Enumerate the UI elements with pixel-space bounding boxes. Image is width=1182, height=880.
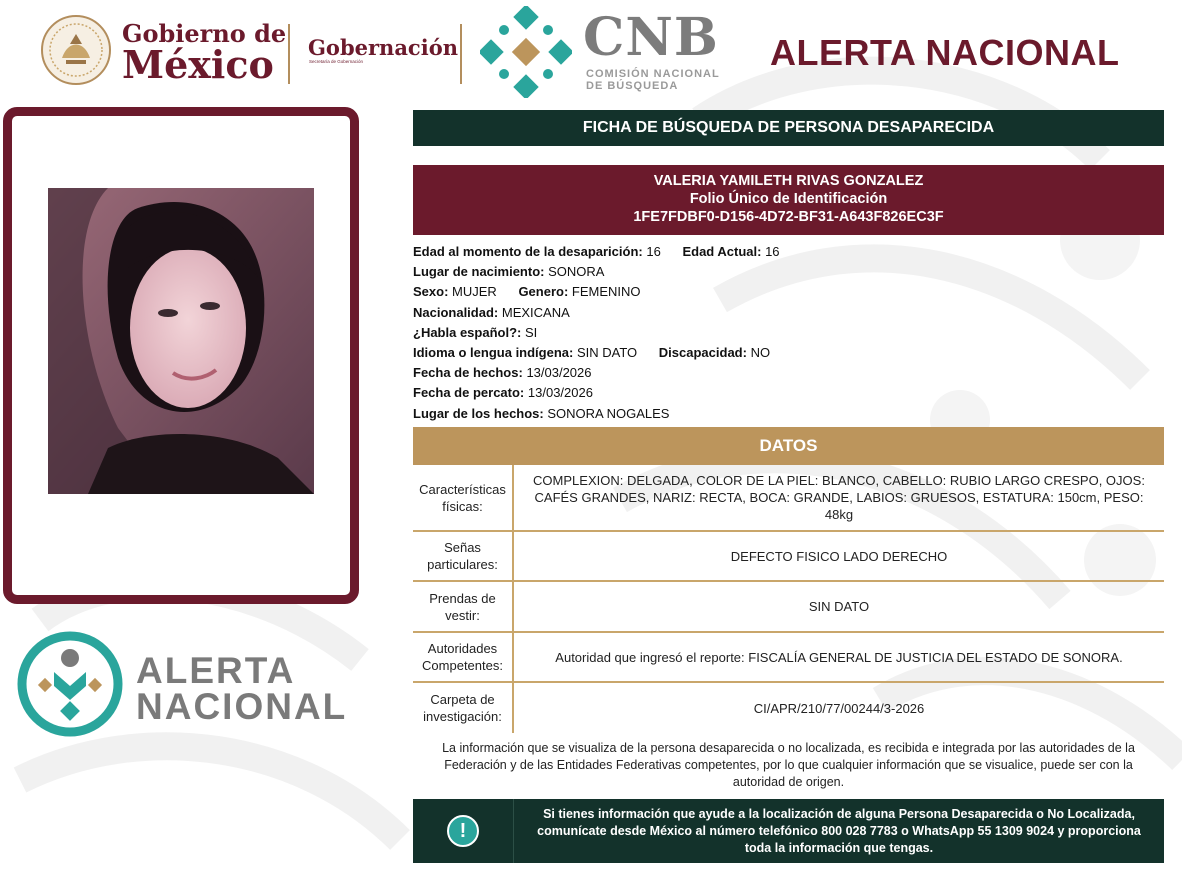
field-value: MUJER (452, 284, 497, 300)
table-cell-label: Autoridades Competentes: (413, 633, 514, 681)
field-value: SI (524, 324, 538, 340)
field-value: 13/03/2026 (526, 365, 592, 381)
alerta-logo-line2: NACIONAL (136, 686, 348, 727)
missing-person-photo (48, 188, 314, 494)
field-row (413, 404, 1164, 424)
table-row (413, 465, 1164, 532)
field-row (413, 323, 1164, 343)
table-cell-value: CI/APR/210/77/00244/3-2026 (753, 700, 925, 716)
gobierno-line1: Gobierno de (122, 19, 287, 48)
table-cell-value: COMPLEXION: DELGADA, COLOR DE LA PIEL: BLANCO, CABELLO: RUBIO LARGO CRESPO, OJOS: CAFÉS GRANDES, NARIZ: RECTA, BOCA: GRANDE, LABIOS: GRUESOS, ESTATURA: 150cm, PESO: 48kg (533, 473, 1145, 522)
folio-label: Folio Único de Identificación (689, 191, 888, 207)
header-divider (288, 24, 290, 84)
header (0, 0, 1182, 100)
contact-banner (413, 799, 1164, 863)
table-cell-label: Señas particulares: (413, 532, 514, 580)
field-label: Lugar de los hechos: (413, 405, 544, 421)
field-row (413, 383, 1164, 403)
alerta-logo-line1: ALERTA (136, 650, 296, 691)
gobierno-de-mexico-logo (122, 19, 287, 87)
person-fields (413, 242, 1164, 424)
field-label: Fecha de percato: (413, 385, 525, 401)
photo-frame (3, 107, 359, 604)
gobernacion-subtitle: Secretaría de Gobernación (309, 59, 364, 64)
field-label: Discapacidad: (658, 345, 747, 361)
disclaimer-note: La información que se visualiza de la persona desaparecida o no localizada, es recibida e integrada por las autoridades de la Federación y de las Entidades Federativas competentes, por lo que cualquier información que se visualice, puede ser con la autoridad de origen. (442, 741, 1135, 789)
table-row (413, 532, 1164, 582)
field-value: SONORA NOGALES (547, 405, 670, 421)
field-value: SIN DATO (576, 345, 638, 361)
cnb-emblem-icon (480, 6, 572, 98)
person-header (413, 165, 1164, 235)
cnb-logo-text: CNB (583, 7, 719, 68)
exclamation-icon: ! (447, 815, 479, 847)
person-name: VALERIA YAMILETH RIVAS GONZALEZ (653, 173, 924, 189)
folio-number: 1FE7FDBF0-D156-4D72-BF31-A643F826EC3F (633, 209, 944, 225)
field-label: Edad Actual: (682, 244, 762, 259)
ficha-title: FICHA DE BÚSQUEDA DE PERSONA DESAPARECIDA (413, 110, 1164, 146)
gobernacion-logo: Gobernación (308, 35, 458, 60)
field-label: Nacionalidad: (413, 304, 499, 320)
table-row (413, 683, 1164, 733)
cnb-subtitle (586, 68, 720, 92)
field-value: 16 (646, 244, 661, 259)
table-row (413, 633, 1164, 683)
alerta-nacional-logo-text (136, 650, 348, 727)
ficha-panel (413, 110, 1164, 855)
alerta-nacional-logo-icon (16, 630, 124, 738)
alert-icon-cell (413, 799, 514, 863)
field-row (413, 343, 1164, 363)
field-value: 13/03/2026 (527, 385, 593, 401)
table-cell-value: SIN DATO (808, 599, 870, 614)
field-row (413, 242, 1164, 262)
field-label: Fecha de hechos: (413, 365, 523, 381)
field-value: MEXICANA (501, 304, 570, 320)
field-value: SONORA (548, 264, 605, 280)
datos-title: DATOS (413, 427, 1164, 465)
field-row (413, 282, 1164, 302)
table-cell-value: Autoridad que ingresó el reporte: FISCALÍA GENERAL DE JUSTICIA DEL ESTADO DE SONORA. (555, 649, 1123, 665)
field-row (413, 303, 1164, 323)
datos-table (413, 465, 1164, 733)
cnb-subtitle-line2: DE BÚSQUEDA (586, 80, 679, 92)
header-divider (460, 24, 462, 84)
field-value: NO (750, 345, 771, 361)
field-label: Genero: (518, 284, 569, 300)
field-label: ¿Habla español?: (413, 324, 522, 340)
table-cell-label: Prendas de vestir: (413, 582, 514, 631)
table-cell-label: Carpeta de investigación: (413, 683, 514, 733)
field-row (413, 363, 1164, 383)
field-label: Idioma o lengua indígena: (413, 345, 574, 361)
coat-of-arms-seal-icon (40, 14, 112, 86)
field-row (413, 262, 1164, 282)
gobierno-line2: México (122, 42, 274, 87)
table-cell-label: Características físicas: (413, 465, 514, 530)
table-row (413, 582, 1164, 633)
field-value: 16 (765, 244, 780, 259)
field-label: Lugar de nacimiento: (413, 264, 545, 280)
cnb-subtitle-line1: COMISIÓN NACIONAL (586, 68, 720, 80)
field-label: Sexo: (413, 284, 449, 300)
contact-message: Si tienes información que ayude a la localización de alguna Persona Desaparecida o No Localizada, comunícate desde México al número telefónico 800 028 7783 o WhatsApp 55 1309 9024 y proporciona toda la información que tengas. (537, 806, 1141, 855)
field-label: Edad al momento de la desaparición: (413, 244, 643, 259)
field-value: FEMENINO (571, 284, 641, 300)
page-title: ALERTA NACIONAL (770, 32, 1120, 73)
table-cell-value: DEFECTO FISICO LADO DERECHO (730, 548, 948, 564)
